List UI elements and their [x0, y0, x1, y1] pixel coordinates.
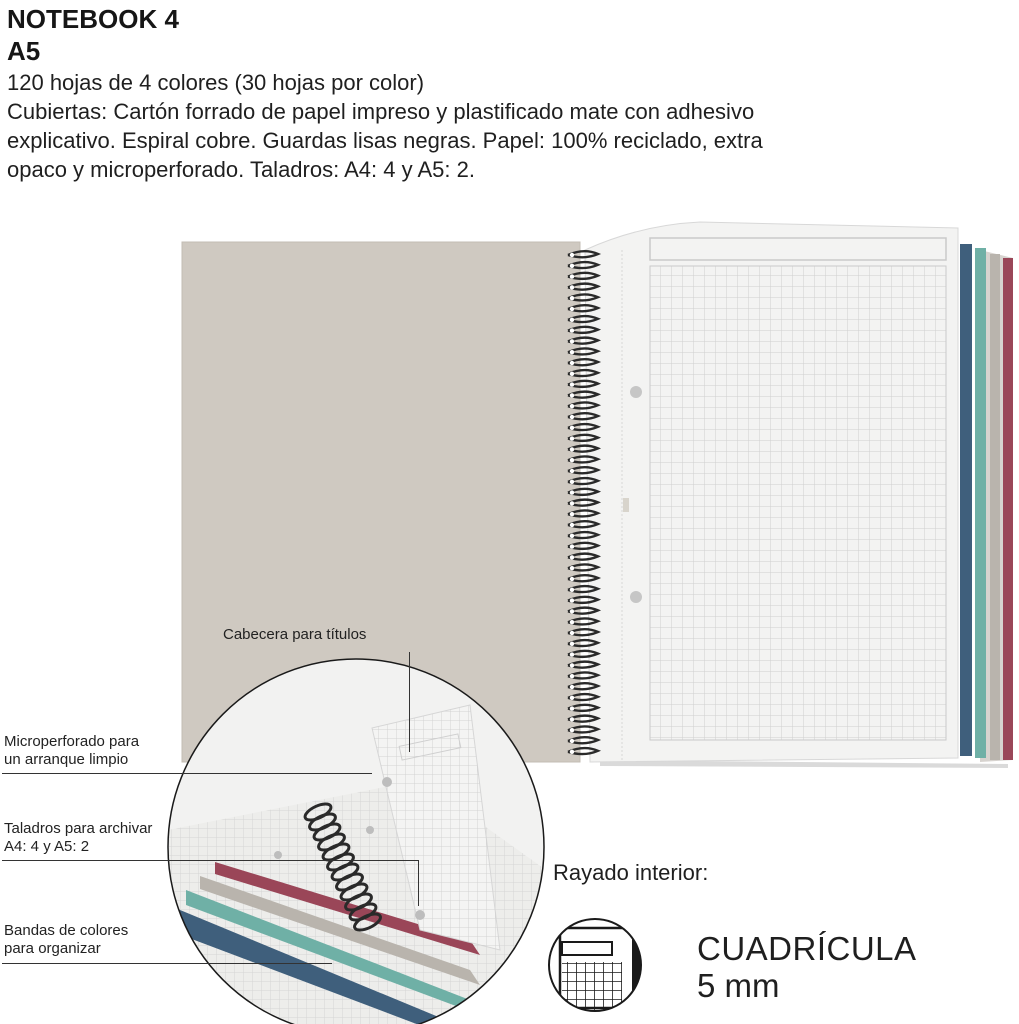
spiral-hole — [570, 750, 574, 754]
spiral-hole — [570, 566, 574, 570]
callout-microperforated-2: un arranque limpio — [4, 751, 129, 768]
callout-header-titles: Cabecera para títulos — [223, 626, 367, 643]
description-line: explicativo. Espiral cobre. Guardas lisas negras. Papel: 100% reciclado, extra — [7, 128, 763, 153]
callout-line-holes-drop — [418, 860, 419, 906]
spiral-hole — [570, 609, 574, 613]
ruling-label: Rayado interior: — [553, 860, 709, 885]
callout-bands-2: para organizar — [4, 940, 101, 957]
punch-hole — [630, 591, 642, 603]
description-line: opaco y microperforado. Taladros: A4: 4 y A5: 2. — [7, 157, 475, 182]
spiral-hole — [570, 372, 574, 376]
description-line: 120 hojas de 4 colores (30 hojas por color) — [7, 70, 425, 95]
product-size: A5 — [7, 36, 41, 66]
spiral-hole — [570, 458, 574, 462]
punch-hole — [630, 386, 642, 398]
spiral-hole — [570, 534, 574, 538]
spiral-hole — [570, 523, 574, 527]
spiral-hole — [570, 382, 574, 386]
spiral-hole — [570, 588, 574, 592]
spiral-hole — [570, 685, 574, 689]
spiral-hole — [570, 512, 574, 516]
spiral-hole — [570, 307, 574, 311]
spiral-hole — [570, 490, 574, 494]
spiral-hole — [570, 555, 574, 559]
spiral-hole — [570, 544, 574, 548]
spiral-hole — [570, 404, 574, 408]
spiral-hole — [570, 318, 574, 322]
spiral-hole — [570, 728, 574, 732]
callout-microperforated-1: Microperforado para — [4, 733, 140, 750]
callout-line-bands — [2, 963, 332, 964]
spiral-hole — [570, 674, 574, 678]
spiral-hole — [570, 663, 574, 667]
spiral-hole — [570, 642, 574, 646]
grid-ruling-icon — [549, 919, 641, 1012]
spiral-hole — [570, 577, 574, 581]
callout-bands-1: Bandas de colores — [4, 922, 129, 939]
spiral-hole — [570, 447, 574, 451]
callout-holes-1: Taladros para archivar — [4, 820, 153, 837]
spiral-hole — [570, 436, 574, 440]
spiral-hole — [570, 296, 574, 300]
callout-line-microperforated — [2, 773, 372, 774]
spiral-hole — [570, 696, 574, 700]
callout-line-header — [409, 652, 410, 752]
callout-line-holes — [2, 860, 418, 861]
spiral-hole — [570, 480, 574, 484]
spiral-hole — [570, 706, 574, 710]
spiral-hole — [570, 717, 574, 721]
ruling-type: CUADRÍCULA — [697, 930, 917, 967]
spiral-hole — [570, 652, 574, 656]
spiral-hole — [570, 285, 574, 289]
spiral-hole — [570, 253, 574, 257]
description-line: Cubiertas: Cartón forrado de papel impreso y plastificado mate con adhesivo — [7, 99, 755, 124]
spiral-hole — [570, 328, 574, 332]
color-bands — [960, 244, 1013, 762]
spiral-hole — [570, 361, 574, 365]
spiral-hole — [570, 274, 574, 278]
spiral-hole — [570, 264, 574, 268]
spiral-hole — [570, 339, 574, 343]
spiral-hole — [570, 598, 574, 602]
spiral-hole — [570, 739, 574, 743]
callout-holes-2: A4: 4 y A5: 2 — [4, 838, 90, 855]
spiral-hole — [570, 415, 574, 419]
spiral-hole — [570, 469, 574, 473]
spiral-hole — [570, 350, 574, 354]
product-title: NOTEBOOK 4 — [7, 4, 179, 34]
spiral-hole — [570, 631, 574, 635]
spiral-hole — [570, 620, 574, 624]
spiral-hole — [570, 393, 574, 397]
spiral-hole — [570, 426, 574, 430]
ruling-size: 5 mm — [697, 967, 780, 1004]
spiral-hole — [570, 501, 574, 505]
